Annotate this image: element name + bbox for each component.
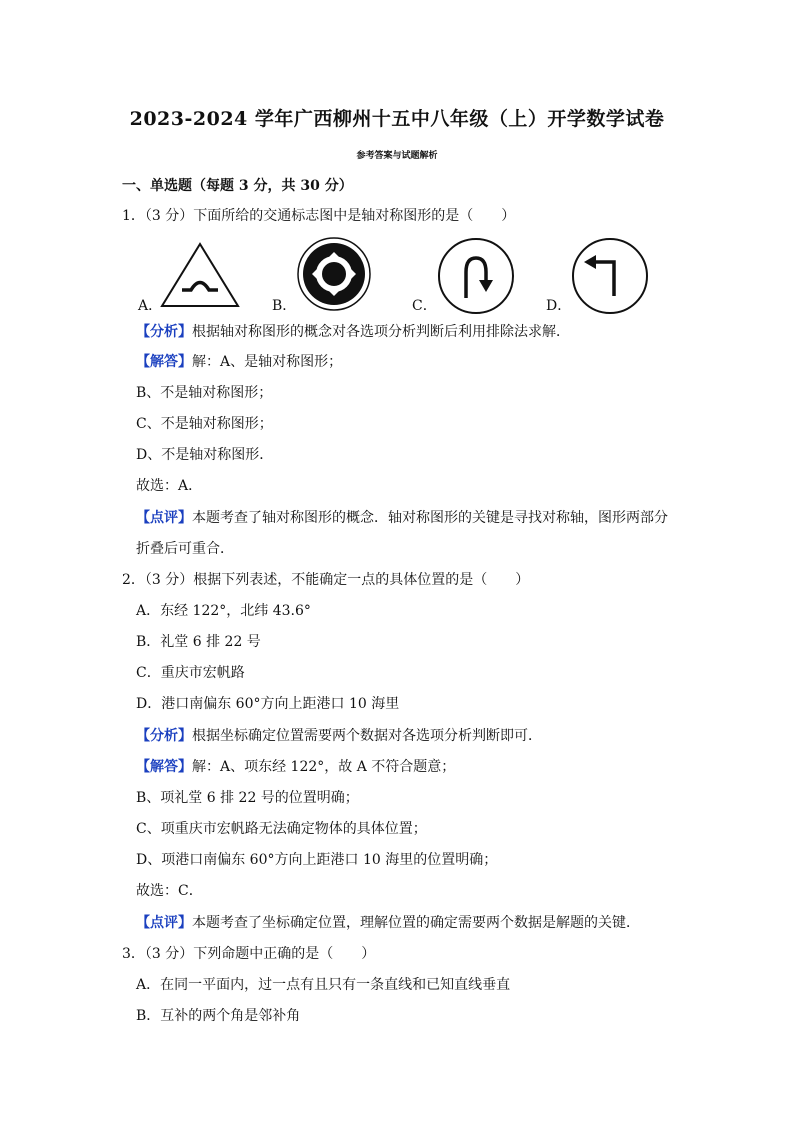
q2-answer-line: 解：A、项东经 122°，故 A 不符合题意； [192,759,456,775]
answer-tag: 【解答】 [136,354,192,370]
q2-option-c: C．重庆市宏帆路 [136,665,245,681]
q2-answer-choice: 故选：C． [136,883,203,899]
q1-answer-line: D、不是轴对称图形． [136,447,274,463]
sign-b-roundabout-icon [296,236,372,312]
q2-comment-text: 本题考查了坐标确定位置，理解位置的确定需要两个数据是解题的关键． [192,915,640,931]
comment-tag: 【点评】 [136,510,192,526]
q1-option-d-label: D． [546,298,572,314]
q2-option-d: D．港口南偏东 60°方向上距港口 10 海里 [136,696,400,712]
q1-comment [136,508,668,528]
q1-answer-line: 解：A、是轴对称图形； [192,354,343,370]
q2-analysis [136,726,542,746]
answer-tag: 【解答】 [136,759,192,775]
analysis-tag: 【分析】 [136,728,192,744]
q1-answer [136,352,342,372]
comment-tag: 【点评】 [136,915,192,931]
q1-analysis-text: 根据轴对称图形的概念对各选项分析判断后利用排除法求解． [192,324,570,340]
q2-stem: 2．（3 分）根据下列表述，不能确定一点的具体位置的是（ ） [122,572,530,588]
q3-option-a: A．在同一平面内，过一点有且只有一条直线和已知直线垂直 [136,977,511,993]
sign-a-triangle-icon [160,242,240,308]
q1-option-c-label: C． [412,298,437,314]
q2-comment [136,913,640,933]
q2-answer-line: D、项港口南偏东 60°方向上距港口 10 海里的位置明确； [136,852,498,868]
q2-analysis-text: 根据坐标确定位置需要两个数据对各选项分析判断即可． [192,728,542,744]
q2-answer-line: C、项重庆市宏帆路无法确定物体的具体位置； [136,821,427,837]
analysis-tag: 【分析】 [136,324,192,340]
sign-d-left-turn-icon [570,236,650,316]
q3-option-b: B．互补的两个角是邻补角 [136,1008,301,1024]
q2-answer [136,757,455,777]
q1-answer-line: B、不是轴对称图形； [136,385,273,401]
q1-stem: 1．（3 分）下面所给的交通标志图中是轴对称图形的是（ ） [122,208,516,224]
sign-c-u-turn-icon [436,236,516,316]
q1-comment-text: 本题考查了轴对称图形的概念．轴对称图形的关键是寻找对称轴，图形两部分 [192,510,668,526]
q2-option-b: B．礼堂 6 排 22 号 [136,634,261,650]
q1-comment-text: 折叠后可重合． [136,541,234,557]
section-heading: 一、单选题（每题 3 分，共 30 分） [122,178,353,194]
page-title: 2023-2024 学年广西柳州十五中八年级（上）开学数学试卷 [129,108,665,130]
q1-option-b-label: B． [272,298,297,314]
q1-option-a-label: A． [138,298,163,314]
q2-answer-line: B、项礼堂 6 排 22 号的位置明确； [136,790,359,806]
q2-option-a: A．东经 122°，北纬 43.6° [136,603,311,619]
q1-answer-choice: 故选：A． [136,478,203,494]
q1-analysis [136,322,570,342]
page-subtitle: 参考答案与试题解析 [356,151,438,161]
q3-stem: 3．（3 分）下列命题中正确的是（ ） [122,946,376,962]
q1-answer-line: C、不是轴对称图形； [136,416,273,432]
